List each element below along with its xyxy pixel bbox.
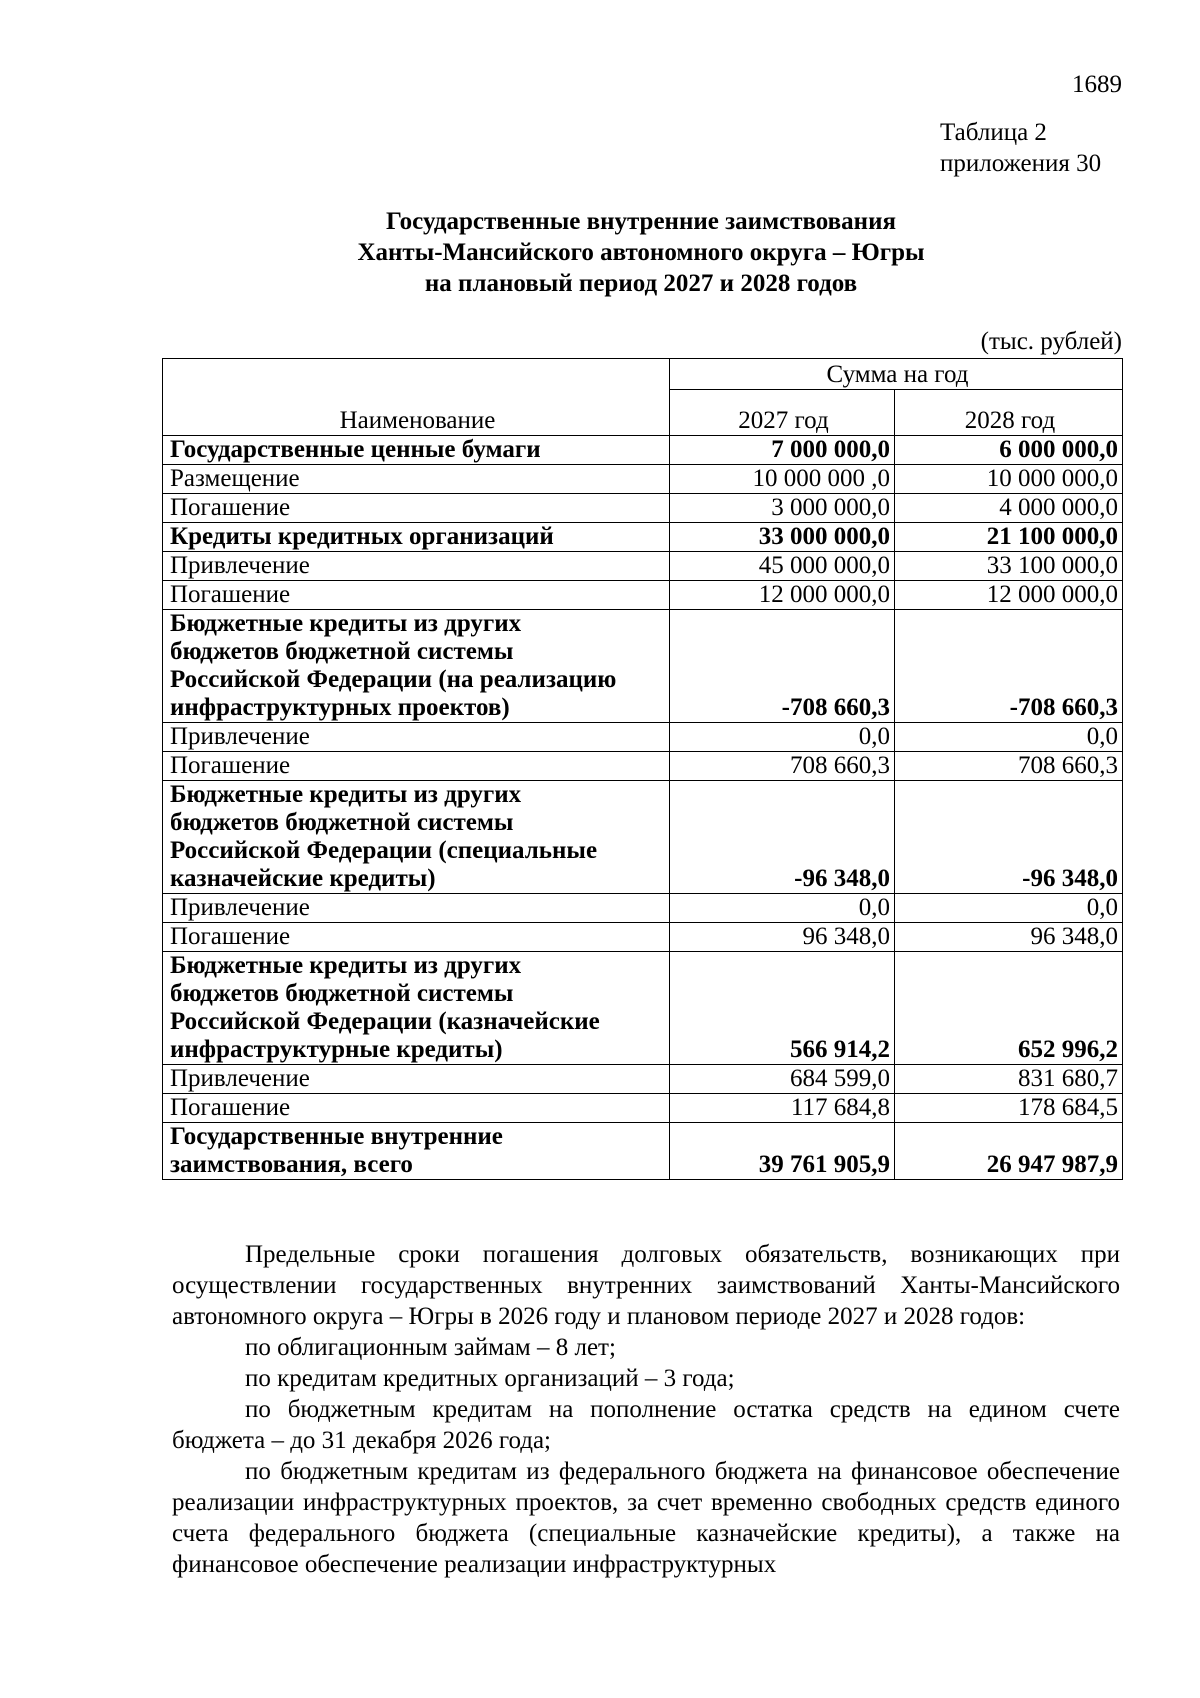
table-row: [163, 923, 1123, 952]
row-name-cell: Размещение: [163, 465, 670, 494]
paragraph-budget-credits-balance: по бюджетным кредитам на пополнение остатка средств на едином счете бюджета – до 31 декабря 2026 года;: [172, 1396, 1120, 1454]
paragraph-federal-credits: по бюджетным кредитам из федерального бюджета на финансовое обеспечение реализации инфраструктурных проектов, за счет временно свободных средств единого счета федерального бюджета (специальные казначейские кредиты), а также на финансовое обеспечение реализации инфраструктурных: [172, 1458, 1120, 1578]
title-line-1: Государственные внутренние заимствования: [385, 208, 897, 235]
appendix-reference: [940, 117, 1140, 179]
row-name-line: бюджетов бюджетной системы: [170, 980, 514, 1007]
row-name-line: Государственные внутренние: [170, 1123, 503, 1150]
appendix-table-label: Таблица 2: [940, 119, 1047, 146]
row-name-cell: Кредиты кредитных организаций: [163, 523, 670, 552]
value-2028-cell: 4 000 000,0: [895, 494, 1123, 523]
value-2027-cell: 0,0: [670, 723, 895, 752]
row-name-line: Бюджетные кредиты из других: [170, 610, 522, 637]
row-name-line: казначейские кредиты): [170, 865, 436, 892]
row-name-cell: Погашение: [163, 494, 670, 523]
table-row: [163, 781, 1123, 894]
appendix-number-label: приложения 30: [940, 150, 1102, 177]
table-row: [163, 1065, 1123, 1094]
table-row: [163, 894, 1123, 923]
paragraph-bonds: по облигационным займам – 8 лет;: [245, 1334, 616, 1361]
row-name-cell: Привлечение: [163, 723, 670, 752]
table-row: [163, 752, 1123, 781]
table-row: [163, 552, 1123, 581]
row-name-cell: Привлечение: [163, 552, 670, 581]
paragraph-terms-intro: Предельные сроки погашения долговых обязательств, возникающих при осуществлении государственных внутренних заимствований Ханты-Мансийского автономного округа – Югры в 2026 году и плановом периоде 2027 и 2028 годов:: [172, 1241, 1120, 1330]
title-line-2: Ханты-Мансийского автономного округа – Югры: [357, 239, 925, 266]
table-row: [163, 465, 1123, 494]
value-2028-cell: -96 348,0: [895, 781, 1123, 894]
row-name-cell: Государственные ценные бумаги: [163, 436, 670, 465]
value-2027-cell: 566 914,2: [670, 952, 895, 1065]
row-name-cell: Погашение: [163, 752, 670, 781]
body-text: [172, 1239, 1120, 1580]
row-name-line: Бюджетные кредиты из других: [170, 781, 522, 808]
row-name-cell: [163, 952, 670, 1065]
column-header-2028: 2028 год: [895, 390, 1123, 436]
value-2028-cell: 708 660,3: [895, 752, 1123, 781]
table-row: [163, 952, 1123, 1065]
table-row: [163, 723, 1123, 752]
value-2027-cell: 39 761 905,9: [670, 1123, 895, 1180]
document-title: [162, 206, 1120, 299]
value-2027-cell: 3 000 000,0: [670, 494, 895, 523]
row-name-line: бюджетов бюджетной системы: [170, 809, 514, 836]
row-name-line: заимствования, всего: [170, 1151, 413, 1178]
value-2028-cell: 12 000 000,0: [895, 581, 1123, 610]
value-2027-cell: -96 348,0: [670, 781, 895, 894]
value-2027-cell: 33 000 000,0: [670, 523, 895, 552]
value-2028-cell: 0,0: [895, 723, 1123, 752]
column-header-2027: 2027 год: [670, 390, 895, 436]
value-2028-cell: 21 100 000,0: [895, 523, 1123, 552]
table-row: [163, 581, 1123, 610]
value-2028-cell: 10 000 000,0: [895, 465, 1123, 494]
row-name-cell: [163, 1123, 670, 1180]
row-name-cell: Привлечение: [163, 1065, 670, 1094]
row-name-line: Бюджетные кредиты из других: [170, 952, 522, 979]
column-header-name: Наименование: [163, 359, 670, 436]
row-name-line: инфраструктурных проектов): [170, 694, 510, 721]
value-2028-cell: 652 996,2: [895, 952, 1123, 1065]
page-number: 1689: [1072, 71, 1122, 98]
row-name-cell: Погашение: [163, 581, 670, 610]
row-name-line: Российской Федерации (специальные: [170, 837, 598, 864]
value-2028-cell: 96 348,0: [895, 923, 1123, 952]
value-2027-cell: 0,0: [670, 894, 895, 923]
table-row: [163, 1094, 1123, 1123]
value-2027-cell: 10 000 000 ,0: [670, 465, 895, 494]
row-name-cell: Погашение: [163, 923, 670, 952]
paragraph-bank-credits: по кредитам кредитных организаций – 3 года;: [245, 1365, 735, 1392]
value-2027-cell: 684 599,0: [670, 1065, 895, 1094]
value-2027-cell: 96 348,0: [670, 923, 895, 952]
value-2028-cell: 0,0: [895, 894, 1123, 923]
value-2027-cell: 708 660,3: [670, 752, 895, 781]
row-name-cell: [163, 781, 670, 894]
table-row: [163, 436, 1123, 465]
row-name-line: бюджетов бюджетной системы: [170, 638, 514, 665]
value-2027-cell: -708 660,3: [670, 610, 895, 723]
value-2027-cell: 12 000 000,0: [670, 581, 895, 610]
table-row: [163, 1123, 1123, 1180]
value-2027-cell: 117 684,8: [670, 1094, 895, 1123]
value-2028-cell: 831 680,7: [895, 1065, 1123, 1094]
value-2027-cell: 7 000 000,0: [670, 436, 895, 465]
table-row: [163, 494, 1123, 523]
value-2028-cell: 33 100 000,0: [895, 552, 1123, 581]
row-name-line: Российской Федерации (казначейские: [170, 1008, 600, 1035]
row-name-cell: Погашение: [163, 1094, 670, 1123]
value-2028-cell: 6 000 000,0: [895, 436, 1123, 465]
value-2028-cell: 178 684,5: [895, 1094, 1123, 1123]
row-name-cell: [163, 610, 670, 723]
table-body: [163, 436, 1123, 1180]
value-2027-cell: 45 000 000,0: [670, 552, 895, 581]
value-2028-cell: 26 947 987,9: [895, 1123, 1123, 1180]
table-row: [163, 610, 1123, 723]
row-name-cell: Привлечение: [163, 894, 670, 923]
row-name-line: инфраструктурные кредиты): [170, 1036, 503, 1063]
row-name-line: Российской Федерации (на реализацию: [170, 666, 617, 693]
value-2028-cell: -708 660,3: [895, 610, 1123, 723]
table-row: [163, 523, 1123, 552]
units-note: (тыс. рублей): [980, 328, 1122, 355]
borrowings-table: [162, 358, 1123, 1180]
column-header-annual-sum: Сумма на год: [670, 359, 1123, 390]
title-line-3: на плановый период 2027 и 2028 годов: [424, 270, 858, 297]
